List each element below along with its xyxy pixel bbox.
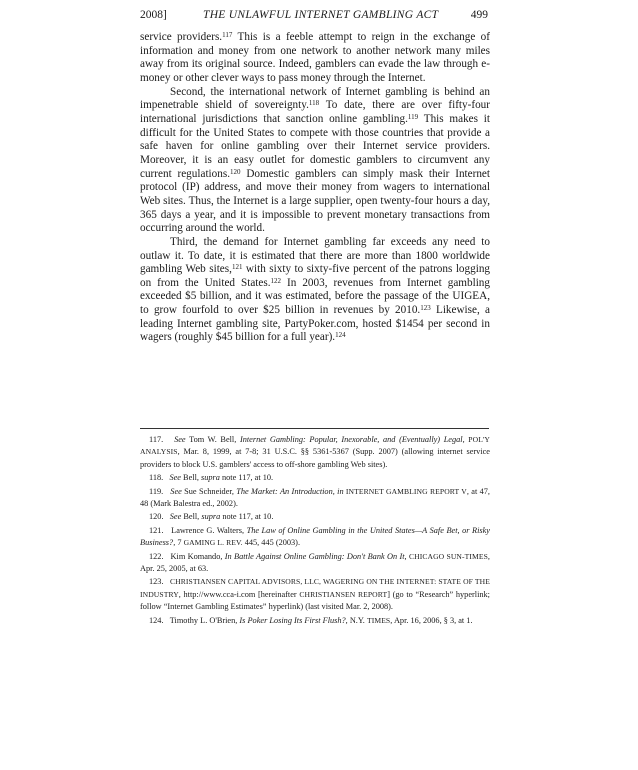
footnote-ref-122[interactable]: 122	[270, 276, 282, 285]
header-title: THE UNLAWFUL INTERNET GAMBLING ACT	[203, 9, 439, 21]
footnote-ref-117[interactable]: 117	[222, 31, 233, 39]
text: To date, there are over fifty-four international jurisdictions that sanction online gambling.	[140, 99, 490, 125]
supra: supra	[201, 512, 221, 522]
text: ,	[462, 435, 469, 444]
text: Kim Komando,	[170, 551, 225, 561]
text: , 7	[173, 538, 184, 548]
footnotes	[140, 434, 490, 627]
signal: See	[170, 486, 182, 496]
text: , http://www.cca-i.com [hereinafter	[178, 589, 300, 599]
text: Timothy L. O'Brien,	[169, 615, 240, 625]
text: Second, the international network of Internet gambling is behind an impenetrable shield of sovereignty.	[140, 85, 490, 112]
text: This makes it difficult for the United States to compete with those countries that provide a safe haven for online gambling over their Internet service providers. Moreover, it is an easy outlet for domestic gamblers to circumvent any current regulations.	[140, 112, 490, 180]
footnote-number: 119.	[149, 486, 164, 496]
signal: in	[337, 486, 344, 496]
signal: See	[169, 473, 181, 483]
footnote-123	[140, 576, 490, 613]
text: , N.Y.	[345, 615, 367, 625]
cited-title: In Battle Against Online Gambling: Don't Bank On It	[224, 551, 405, 561]
footnote-ref-124[interactable]: 124	[335, 331, 346, 340]
text: , Apr. 25, 2005, at 63.	[140, 551, 490, 574]
text: Sue Schneider,	[181, 486, 237, 496]
footnote-119	[140, 486, 490, 511]
cited-title: The Law of Online Gambling in the United States—A Safe Bet, or Risky Business?	[140, 525, 490, 548]
publication: GAMING L. REV.	[183, 538, 243, 548]
signal: See	[174, 435, 186, 444]
cited-title: Is Poker Losing Its First Flush?	[239, 615, 346, 625]
text: Bell,	[180, 473, 202, 483]
text: ,	[404, 551, 409, 561]
publication: CHICAGO SUN-TIMES	[408, 551, 488, 561]
footnote-number: 118.	[149, 473, 164, 483]
footnote-118	[140, 472, 490, 484]
cited-title: Internet Gambling: Popular, Inexorable, and (Eventually) Legal	[239, 435, 463, 444]
footnote-ref-120[interactable]: 120	[230, 167, 241, 176]
text: , at 47, 48 (Mark Balestra ed., 2002).	[140, 486, 490, 509]
cited-title: The Market: An Introduction	[236, 486, 333, 496]
text: note 117, at 10.	[220, 512, 274, 522]
footnote-ref-119[interactable]: 119	[407, 112, 419, 121]
text: ] (go to “Research” hyperlink; follow “Internet Gambling Estimates” hyperlink) (last visited Mar. 2, 2008).	[140, 589, 490, 612]
text: ,	[332, 486, 338, 496]
footnote-ref-118[interactable]: 118	[308, 99, 320, 108]
footnote-number: 120.	[149, 512, 164, 522]
text: Bell,	[181, 512, 202, 522]
short-form: CHRISTIANSEN REPORT	[299, 589, 388, 599]
paragraph-3	[140, 236, 490, 345]
footnote-ref-123[interactable]: 123	[420, 304, 431, 313]
paragraph-2	[140, 86, 490, 236]
publication: CHRISTIANSEN CAPITAL ADVISORS, LLC, WAGERING ON THE INTERNET: STATE OF THE INDUSTRY	[140, 577, 490, 599]
text: , Apr. 16, 2006, § 3, at 1.	[390, 615, 473, 625]
text: Lawrence G. Walters,	[171, 525, 247, 535]
signal: See	[169, 512, 182, 522]
header-year: 2008]	[140, 9, 167, 21]
page-number: 499	[470, 9, 488, 21]
paragraph-1	[140, 31, 490, 86]
footnote-ref-121[interactable]: 121	[231, 263, 243, 272]
text: Third, the demand for Internet gambling far exceeds any need to outlaw it. To date, it is estimated that there are more than 1800 worldwide gambling Web sites,	[140, 235, 490, 276]
text: , Mar. 8, 1999, at 7-8; 31 U.S.C. §§ 5361-5367 (Supp. 2007) (allowing internet service providers to block U.S. gamblers' access to off-shore gambling Web sites).	[140, 447, 490, 469]
text: This is a feeble attempt to reign in the exchange of information and money from one network to another network many miles away from its original source. Indeed, gamblers can evade the law through e-money or other clever ways to pass money through the Internet.	[140, 31, 491, 84]
footnote-number: 124.	[149, 615, 164, 625]
footnote-number: 117.	[149, 435, 164, 444]
footnote-number: 123.	[149, 577, 164, 587]
text: Domestic gamblers can simply mask their Internet protocol (IP) address, and move their money from wagers to international Web sites. Thus, the Internet is a large supplier, open twenty-four hours a day, 365 days a year, and it is impossible to prevent monetary transactions from occurring around the world.	[140, 167, 491, 235]
publication: POL'Y ANALYSIS	[140, 435, 490, 457]
footnote-divider	[140, 428, 489, 429]
footnote-number: 121.	[149, 525, 164, 535]
supra: supra	[201, 473, 220, 483]
publication: TIMES	[366, 615, 391, 625]
main-text	[140, 31, 490, 345]
publication: INTERNET GAMBLING REPORT V	[343, 486, 467, 496]
text: Likewise, a leading Internet gambling site, PartyPoker.com, hosted $1454 per second in wagers (roughly $45 billion for a full year).	[140, 304, 490, 344]
text: Tom W. Bell,	[185, 435, 240, 444]
text: 445, 445 (2003).	[242, 538, 301, 548]
text: note 117, at 10.	[219, 473, 274, 483]
footnote-124	[140, 615, 490, 627]
footnote-number: 122.	[149, 551, 164, 561]
footnote-121	[140, 525, 490, 550]
footnote-120	[140, 511, 490, 523]
text: In 2003, revenues from Internet gambling exceeded $5 billion, and it was estimated, before the passage of the UIGEA, to grow fourfold to over $25 billion in revenues by 2010.	[140, 276, 490, 317]
footnote-117	[140, 434, 490, 471]
footnote-122	[140, 551, 490, 576]
text: service providers.	[140, 31, 223, 43]
text: with sixty to sixty-five percent of the patrons logging on from the United States.	[140, 263, 491, 289]
